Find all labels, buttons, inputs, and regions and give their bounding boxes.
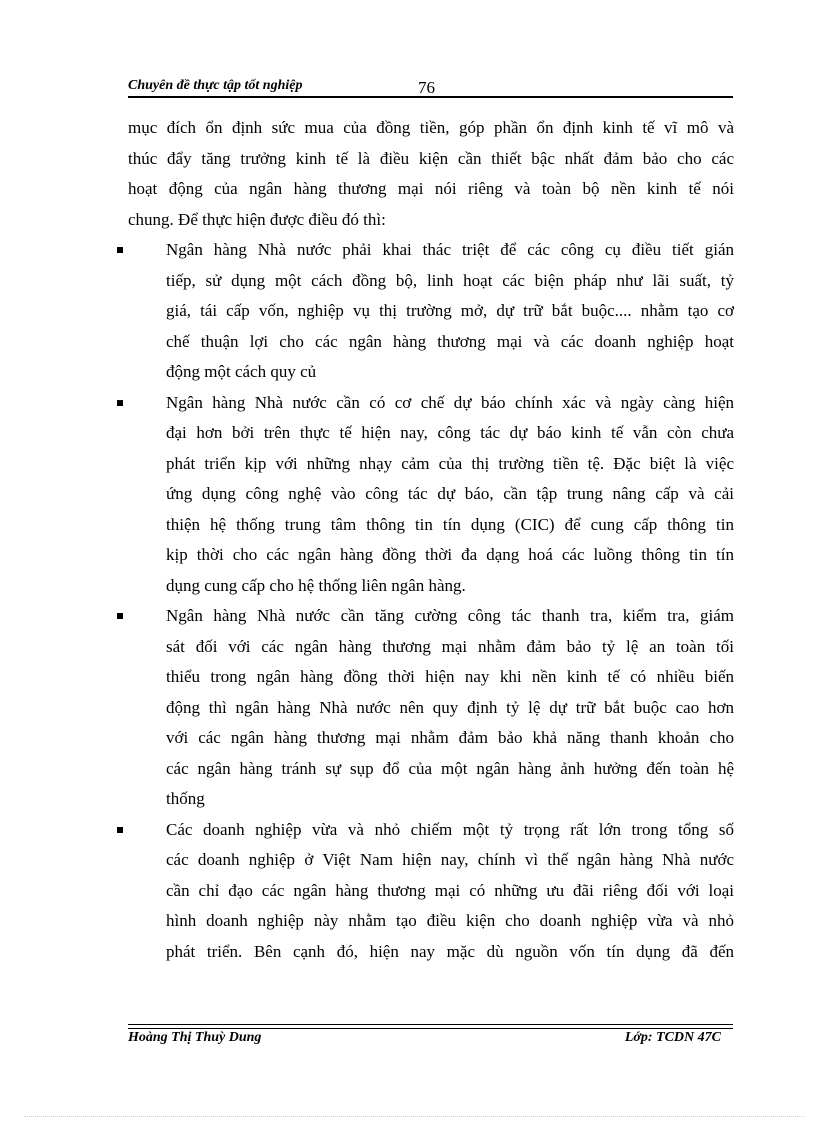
footer-divider: [128, 1024, 733, 1029]
square-bullet-icon: [117, 827, 123, 833]
text-line: động một cách quy củ: [166, 362, 317, 381]
text-line: động thì ngân hàng Nhà nước nên quy định tỷ lệ dự trữ bắt buộc cao hơn: [166, 697, 734, 717]
text-line: hình doanh nghiệp này nhằm tạo điều kiện cho doanh nghiệp vừa và nhỏ: [166, 911, 734, 930]
text-line: phát triển. Bên cạnh đó, hiện nay mặc dù nguồn vốn tín dụng đã đến: [166, 941, 734, 961]
text-line: thiện hệ thống trung tâm thông tin tín dụng (CIC) để cung cấp thông tin: [166, 514, 734, 534]
bullet-item: [128, 601, 734, 815]
text-line: cần chỉ đạo các ngân hàng thương mại có những ưu đãi riêng đối với loại: [166, 880, 734, 900]
text-line: thống: [166, 789, 205, 808]
text-line: mục đích ổn định sức mua của đồng tiền, góp phần ổn định kinh tế vĩ mô và: [128, 118, 734, 137]
page-number: 76: [418, 78, 435, 97]
text-line: chung. Để thực hiện được điều đó thì:: [128, 209, 386, 229]
text-line: sát đối với các ngân hàng thương mại nhằm đảm bảo tỷ lệ an toàn tối: [166, 636, 734, 656]
header-divider: [128, 96, 733, 98]
page-header: [128, 74, 733, 96]
intro-paragraph: [128, 113, 734, 235]
bullet-item: [128, 388, 734, 602]
text-line: các doanh nghiệp ở Việt Nam hiện nay, chính vì thế ngân hàng Nhà nước: [166, 850, 734, 869]
document-body: [128, 113, 734, 967]
bullet-item: [128, 815, 734, 968]
text-line: kịp thời cho các ngân hàng đồng thời đa dạng hoá các luồng thông tin tín: [166, 545, 734, 564]
text-line: phát triển kịp với những nhạy cảm của thị trường tiền tệ. Đặc biệt là việc: [166, 453, 734, 473]
page-edge-divider: [24, 1116, 804, 1117]
text-line: hoạt động của ngân hàng thương mại nói riêng và toàn bộ nền kinh tế nói: [128, 179, 734, 198]
footer-author: Hoàng Thị Thuỳ Dung: [128, 1030, 262, 1045]
text-line: dụng cung cấp cho hệ thống liên ngân hàng.: [166, 575, 466, 595]
text-line: Ngân hàng Nhà nước cần có cơ chế dự báo chính xác và ngày càng hiện: [166, 392, 734, 412]
text-line: thúc đẩy tăng trưởng kinh tế là điều kiện cần thiết bậc nhất đảm bảo cho các: [128, 148, 734, 168]
text-line: ứng dụng công nghệ vào công tác dự báo, cần tập trung nâng cấp và cải: [166, 484, 734, 503]
text-line: Ngân hàng Nhà nước cần tăng cường công tác thanh tra, kiểm tra, giám: [166, 606, 734, 625]
text-line: giá, tái cấp vốn, nghiệp vụ thị trường mở, dự trữ bắt buộc.... nhằm tạo cơ: [166, 301, 734, 320]
text-line: các ngân hàng tránh sự sụp đổ của một ngân hàng ảnh hưởng đến toàn hệ: [166, 758, 734, 778]
text-line: chế thuận lợi cho các ngân hàng thương mại và các doanh nghiệp hoạt: [166, 331, 734, 351]
text-line: thiểu trong ngân hàng đồng thời hiện nay khi nền kinh tế có nhiều biến: [166, 667, 734, 686]
footer-class: Lớp: TCDN 47C: [624, 1030, 721, 1045]
text-line: đại hơn bởi trên thực tế hiện nay, công tác dự báo kinh tế vẫn còn chưa: [166, 423, 734, 442]
square-bullet-icon: [117, 400, 123, 406]
text-line: tiếp, sử dụng một cách đồng bộ, linh hoạt các biện pháp như lãi suất, tỷ: [166, 270, 734, 290]
text-line: Ngân hàng Nhà nước phải khai thác triệt để các công cụ điều tiết gián: [166, 240, 734, 259]
text-line: Các doanh nghiệp vừa và nhỏ chiếm một tỷ trọng rất lớn trong tổng số: [166, 819, 734, 839]
square-bullet-icon: [117, 247, 123, 253]
document-title: Chuyên đề thực tập tốt nghiệp: [128, 78, 303, 93]
text-line: với các ngân hàng thương mại nhằm đảm bảo khả năng thanh khoản cho: [166, 728, 734, 747]
square-bullet-icon: [117, 613, 123, 619]
bullet-item: [128, 235, 734, 388]
